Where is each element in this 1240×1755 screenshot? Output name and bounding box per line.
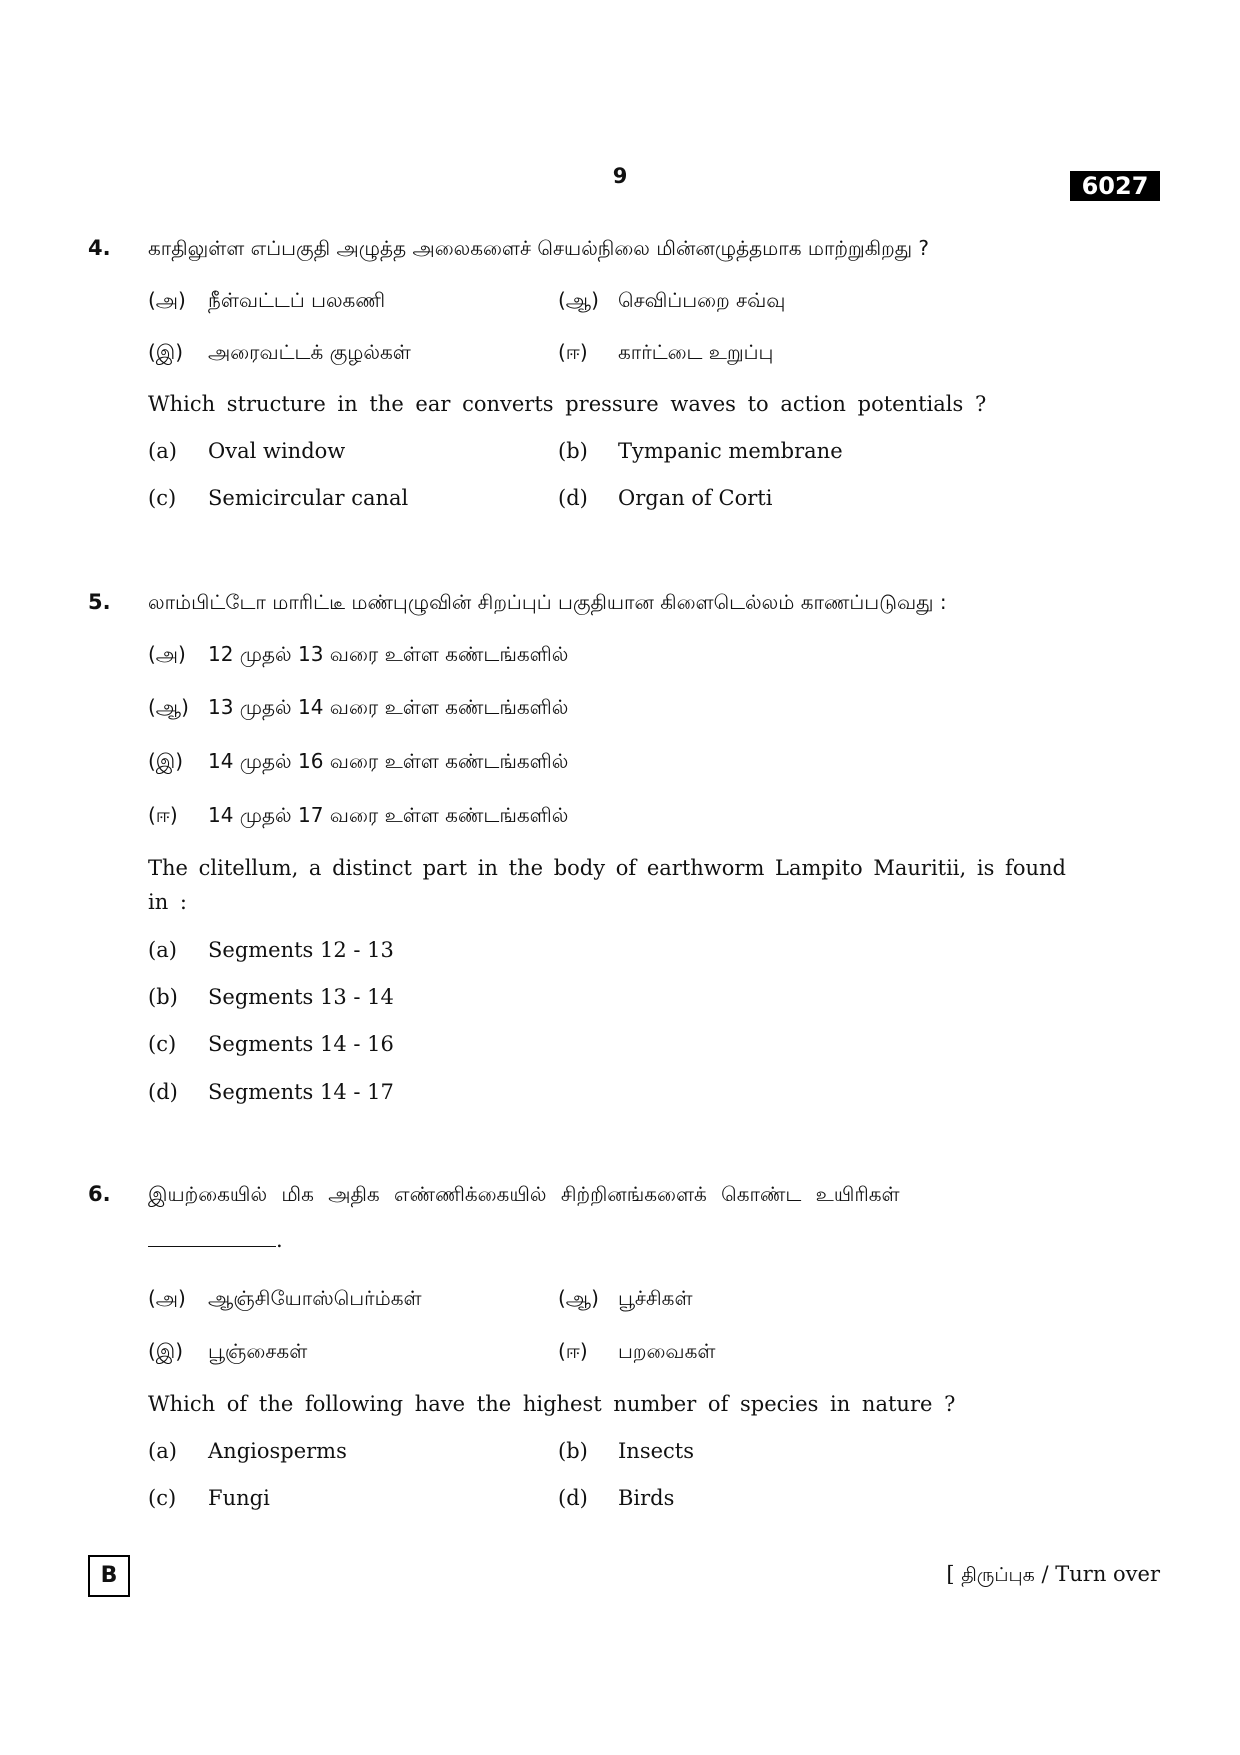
option-text: நீள்வட்டப் பலகணி — [208, 288, 386, 312]
option-text: 14 முதல் 17 வரை உள்ள கண்டங்களில் — [208, 803, 569, 827]
option-label: (ஆ) — [558, 1286, 599, 1310]
tamil-option-c — [148, 340, 411, 367]
question-set-box: B — [88, 1555, 130, 1597]
option-text: Segments 13 - 14 — [208, 985, 394, 1009]
option-text: Segments 14 - 16 — [208, 1032, 394, 1056]
english-option-c — [148, 1032, 394, 1056]
english-option-c — [148, 486, 408, 510]
option-label: (ஈ) — [148, 803, 178, 827]
tamil-option-d — [558, 340, 773, 367]
page-number: 9 — [612, 164, 628, 188]
english-question-line-1: The clitellum, a distinct part in the body of earthworm Lampito Mauritii, is found — [148, 856, 1066, 880]
option-label: (அ) — [148, 288, 186, 312]
option-label: (d) — [558, 486, 588, 510]
option-text: Fungi — [208, 1486, 270, 1510]
answer-blank-line — [148, 1246, 276, 1247]
tamil-option-b — [558, 1286, 693, 1313]
option-label: (இ) — [148, 749, 184, 773]
turn-over-note — [890, 1562, 1160, 1589]
option-label: (b) — [558, 1439, 588, 1463]
option-label: (c) — [148, 1486, 177, 1510]
tamil-option-d — [148, 803, 568, 830]
english-option-b — [558, 439, 843, 463]
option-text: கார்ட்டை உறுப்பு — [618, 340, 774, 364]
option-text: Segments 12 - 13 — [208, 938, 394, 962]
tamil-option-a — [148, 288, 385, 315]
english-option-a — [148, 938, 394, 962]
option-text: பூஞ்சைகள் — [208, 1339, 308, 1363]
tamil-option-b — [558, 288, 785, 315]
tamil-question-text: லாம்பிட்டோ மாரிட்டீ மண்புழுவின் சிறப்புப் பகுதியான கிளைடெல்லம் காணப்படுவது : — [148, 590, 947, 614]
option-label: (d) — [148, 1080, 178, 1104]
option-text: 13 முதல் 14 வரை உள்ள கண்டங்களில் — [208, 695, 569, 719]
option-text: செவிப்பறை சவ்வு — [618, 288, 786, 312]
tamil-option-b — [148, 695, 568, 722]
tamil-question-text: காதிலுள்ள எப்பகுதி அழுத்த அலைகளைச் செயல்நிலை மின்னழுத்தமாக மாற்றுகிறது ? — [148, 236, 930, 260]
option-label: (a) — [148, 938, 177, 962]
tamil-option-d — [558, 1339, 715, 1366]
option-label: (ஆ) — [148, 695, 189, 719]
english-option-d — [148, 1080, 394, 1104]
english-option-d — [558, 1486, 674, 1510]
option-label: (அ) — [148, 1286, 186, 1310]
option-label: (b) — [558, 439, 588, 463]
tamil-option-a — [148, 642, 568, 669]
option-text: Birds — [618, 1486, 675, 1510]
option-text: அரைவட்டக் குழல்கள் — [208, 340, 411, 364]
english-question-text: Which structure in the ear converts pressure waves to action potentials ? — [148, 392, 987, 416]
english-question-text: Which of the following have the highest number of species in nature ? — [148, 1392, 956, 1416]
english-option-a — [148, 1439, 347, 1463]
option-label: (a) — [148, 439, 177, 463]
question-number: 6. — [88, 1182, 111, 1206]
option-text: Tympanic membrane — [618, 439, 843, 463]
tamil-option-a — [148, 1286, 422, 1313]
question-number: 4. — [88, 236, 111, 260]
option-label: (d) — [558, 1486, 588, 1510]
option-label: (ஈ) — [558, 1339, 588, 1363]
option-label: (c) — [148, 486, 177, 510]
option-text: Semicircular canal — [208, 486, 409, 510]
tamil-option-c — [148, 749, 568, 776]
option-text: Insects — [618, 1439, 695, 1463]
english-option-c — [148, 1486, 270, 1510]
option-text: பூச்சிகள் — [618, 1286, 693, 1310]
option-label: (ஆ) — [558, 288, 599, 312]
english-option-a — [148, 439, 345, 463]
english-option-b — [558, 1439, 694, 1463]
option-text: Organ of Corti — [618, 486, 773, 510]
option-label: (ஈ) — [558, 340, 588, 364]
option-text: 14 முதல் 16 வரை உள்ள கண்டங்களில் — [208, 749, 569, 773]
english-option-b — [148, 985, 394, 1009]
option-label: (c) — [148, 1032, 177, 1056]
option-label: (அ) — [148, 642, 186, 666]
option-text: Segments 14 - 17 — [208, 1080, 394, 1104]
option-label: (இ) — [148, 340, 184, 364]
option-text: ஆஞ்சியோஸ்பெர்ம்கள் — [208, 1286, 422, 1310]
option-label: (இ) — [148, 1339, 184, 1363]
paper-code-badge: 6027 — [1070, 171, 1160, 201]
option-text: 12 முதல் 13 வரை உள்ள கண்டங்களில் — [208, 642, 569, 666]
english-option-d — [558, 486, 772, 510]
turn-over-tamil: திருப்புக — [961, 1564, 1035, 1586]
option-label: (b) — [148, 985, 178, 1009]
turn-over-english: / Turn over — [1034, 1562, 1160, 1586]
option-text: Oval window — [208, 439, 346, 463]
option-text: பறவைகள் — [618, 1339, 716, 1363]
question-number: 5. — [88, 590, 111, 614]
option-label: (a) — [148, 1439, 177, 1463]
option-text: Angiosperms — [208, 1439, 347, 1463]
turn-over-bracket: [ — [946, 1562, 962, 1586]
tamil-question-text: இயற்கையில் மிக அதிக எண்ணிக்கையில் சிற்றினங்களைக் கொண்ட உயிரிகள் — [148, 1182, 900, 1206]
tamil-option-c — [148, 1339, 307, 1366]
blank-end-period: . — [276, 1228, 283, 1252]
english-question-line-2: in : — [148, 890, 187, 914]
